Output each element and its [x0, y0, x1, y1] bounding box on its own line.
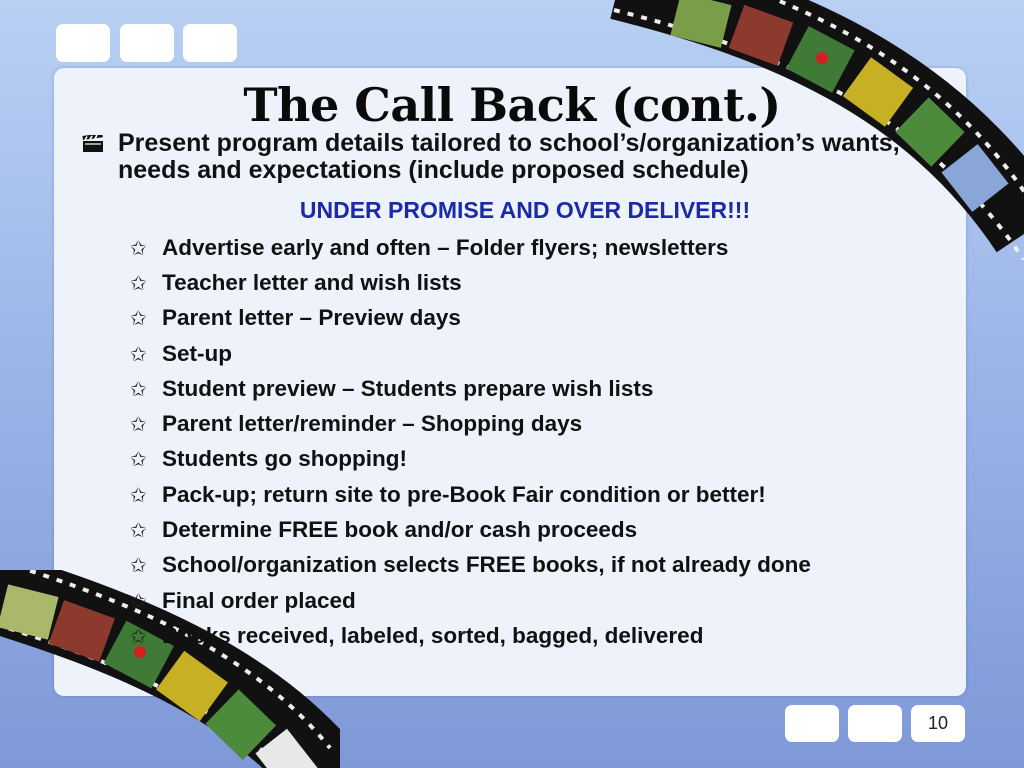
- star-outline-icon: ✩: [130, 623, 147, 648]
- corner-tile-top-3: [183, 24, 237, 62]
- star-outline-icon: ✩: [130, 235, 147, 260]
- step-text: Parent letter – Preview days: [162, 305, 461, 331]
- list-item: [130, 512, 811, 547]
- list-item: [130, 336, 811, 371]
- step-text: Students go shopping!: [162, 446, 407, 472]
- step-text: School/organization selects FREE books, if not already done: [162, 552, 811, 578]
- list-item: [130, 230, 811, 265]
- star-outline-icon: ✩: [130, 482, 147, 507]
- corner-tile-top-2: [120, 24, 174, 62]
- step-text: Pack-up; return site to pre-Book Fair condition or better!: [162, 481, 766, 507]
- corner-tile-top-1: [56, 24, 110, 62]
- list-item: [130, 371, 811, 406]
- list-item: [130, 406, 811, 441]
- star-outline-icon: ✩: [130, 553, 147, 578]
- step-text: Parent letter/reminder – Shopping days: [162, 411, 583, 437]
- list-item: [130, 265, 811, 300]
- star-outline-icon: ✩: [130, 376, 147, 401]
- step-text: Advertise early and often – Folder flyers; newsletters: [162, 234, 729, 260]
- star-outline-icon: ✩: [130, 447, 147, 472]
- step-text: Teacher letter and wish lists: [162, 269, 462, 295]
- page-number: 10: [927, 713, 949, 733]
- step-text: Books received, labeled, sorted, bagged, delivered: [162, 622, 704, 648]
- list-item: [130, 548, 811, 583]
- star-outline-icon: ✩: [130, 270, 147, 295]
- star-outline-icon: ✩: [130, 306, 147, 331]
- step-text: Determine FREE book and/or cash proceeds: [162, 517, 638, 543]
- star-outline-icon: ✩: [130, 412, 147, 437]
- step-text: Student preview – Students prepare wish lists: [162, 375, 654, 401]
- corner-tile-bottom-2: [848, 705, 902, 742]
- step-text: Set-up: [162, 340, 232, 366]
- list-item: [130, 477, 811, 512]
- star-outline-icon: ✩: [130, 518, 147, 543]
- list-item: [130, 301, 811, 336]
- lead-bullet-text: Present program details tailored to school’s/organization’s wants, needs and expectations (include proposed schedule): [118, 129, 900, 184]
- slide-title: The Call Back (cont.): [243, 78, 781, 132]
- list-item: [130, 583, 811, 618]
- emphasis-banner: UNDER PROMISE AND OVER DELIVER!!!: [299, 197, 751, 223]
- list-item: [130, 618, 811, 653]
- schedule-steps-list: [130, 230, 811, 654]
- clapperboard-icon: [82, 135, 104, 153]
- list-item: [130, 442, 811, 477]
- star-outline-icon: ✩: [130, 341, 147, 366]
- step-text: Final order placed: [162, 587, 356, 613]
- star-outline-icon: ✩: [130, 588, 147, 613]
- corner-tile-bottom-1: [785, 705, 839, 742]
